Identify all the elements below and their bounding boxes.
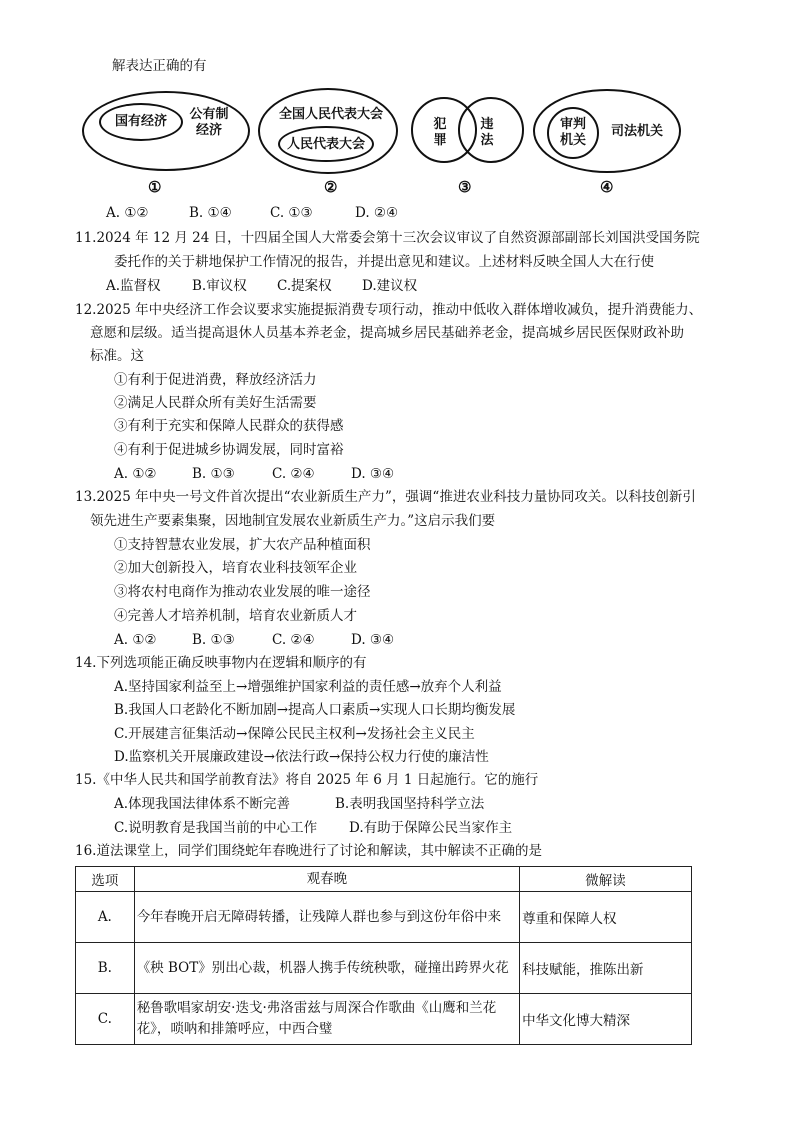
header-event: 观春晚 xyxy=(134,867,519,892)
row-option: A. xyxy=(76,892,135,943)
diagram4-number: ④ xyxy=(600,178,614,196)
q13-item-1: ①支持智慧农业发展，扩大农产品种植面积 xyxy=(114,537,371,553)
q14-option-a: A.坚持国家利益至上→增强维护国家利益的责任感→放弃个人利益 xyxy=(114,679,502,695)
q11-option-a: A.监督权 xyxy=(106,278,161,294)
q12-item-3: ③有利于充实和保障人民群众的获得感 xyxy=(114,418,344,434)
row-event: 今年春晚开启无障碍转播，让残障人群也参与到这份年俗中来 xyxy=(134,892,519,943)
header-option: 选项 xyxy=(76,867,135,892)
q12-stem-line1: 12.2025 年中央经济工作会议要求实施提振消费专项行动，推动中低收入群体增收减负，提升消费能力、 xyxy=(75,302,703,318)
q10-option-a: A. ①② xyxy=(106,205,149,221)
row-event: 秘鲁歌唱家胡安·迭戈·弗洛雷兹与周深合作歌曲《山鹰和兰花花》，唢呐和排箫呼应，中西合璧 xyxy=(134,994,519,1045)
q13-item-2: ②加大创新投入，培育农业科技领军企业 xyxy=(114,560,357,576)
q13-option-b: B. ①③ xyxy=(192,632,235,648)
q16-stem: 16.道法课堂上，同学们围绕蛇年春晚进行了讨论和解读，其中解读不正确的是 xyxy=(75,843,542,859)
row-option: C. xyxy=(76,994,135,1045)
diagram2-number: ② xyxy=(324,178,338,196)
diagram1-inner-label: 国有经济 xyxy=(114,114,167,129)
q13-item-4: ④完善人才培养机制，培育农业新质人才 xyxy=(114,608,357,624)
diagram1-outer-label: 公有制 经济 xyxy=(189,107,229,139)
q11-option-d: D.建议权 xyxy=(362,278,418,294)
q13-stem-line2: 领先进生产要素集聚，因地制宜发展农业新质生产力。”这启示我们要 xyxy=(90,513,496,529)
q11-stem-line2: 委托作的关于耕地保护工作情况的报告，并提出意见和建议。上述材料反映全国人大在行使 xyxy=(114,254,654,270)
diagram4-inner-label: 审判 机关 xyxy=(559,117,586,149)
row-reading: 中华文化博大精深 xyxy=(520,994,692,1045)
q15-option-a: A.体现我国法律体系不断完善 xyxy=(114,796,291,812)
table-row xyxy=(76,943,692,994)
diagram3-right-label: 违 法 xyxy=(480,117,494,149)
diagram3-left-label: 犯 罪 xyxy=(433,117,447,149)
q14-option-b: B.我国人口老龄化不断加剧→提高人口素质→实现人口长期均衡发展 xyxy=(114,702,516,718)
q12-item-4: ④有利于促进城乡协调发展，同时富裕 xyxy=(114,442,344,458)
q13-item-3: ③将农村电商作为推动农业发展的唯一途径 xyxy=(114,584,371,600)
q13-stem-line1: 13.2025 年中央一号文件首次提出“农业新质生产力”，强调“推进农业科技力量协同攻关。以科技创新引 xyxy=(75,489,696,505)
row-reading: 尊重和保障人权 xyxy=(520,892,692,943)
diagram4-outer-label: 司法机关 xyxy=(610,124,663,139)
q11-option-b: B.审议权 xyxy=(192,278,247,294)
row-option: B. xyxy=(76,943,135,994)
row-reading: 科技赋能，推陈出新 xyxy=(520,943,692,994)
q15-option-b: B.表明我国坚持科学立法 xyxy=(335,796,485,812)
q15-option-c: C.说明教育是我国当前的中心工作 xyxy=(114,820,318,836)
q10-option-c: C. ①③ xyxy=(270,205,313,221)
table-header-row xyxy=(76,867,692,892)
q12-option-b: B. ①③ xyxy=(192,466,235,482)
q14-option-c: C.开展建言征集活动→保障公民民主权利→发扬社会主义民主 xyxy=(114,726,475,742)
header-reading: 微解读 xyxy=(520,867,692,892)
q10-option-d: D. ②④ xyxy=(355,205,399,221)
q13-option-d: D. ③④ xyxy=(351,632,395,648)
q12-stem-line2: 意愿和层级。适当提高退休人员基本养老金，提高城乡居民基础养老金，提高城乡居民医保财政补助 xyxy=(90,325,684,341)
q13-option-a: A. ①② xyxy=(114,632,157,648)
q14-stem: 14.下列选项能正确反映事物内在逻辑和顺序的有 xyxy=(75,655,367,671)
diagram1-number: ① xyxy=(148,178,162,196)
q10-option-b: B. ①④ xyxy=(189,205,232,221)
q10-stem-tail: 解表达正确的有 xyxy=(112,58,207,74)
q12-option-a: A. ①② xyxy=(114,466,157,482)
q12-option-d: D. ③④ xyxy=(351,466,395,482)
q11-option-c: C.提案权 xyxy=(277,278,332,294)
row-event: 《秧 BOT》别出心裁，机器人携手传统秧歌，碰撞出跨界火花 xyxy=(134,943,519,994)
q12-item-2: ②满足人民群众所有美好生活需要 xyxy=(114,395,317,411)
q15-stem: 15.《中华人民共和国学前教育法》将自 2025 年 6 月 1 日起施行。它的施行 xyxy=(75,772,539,788)
q15-option-d: D.有助于保障公民当家作主 xyxy=(349,820,513,836)
q16-table xyxy=(75,866,692,1045)
diagram2-outer-label: 全国人民代表大会 xyxy=(278,107,383,122)
q11-stem-line1: 11.2024 年 12 月 24 日，十四届全国人大常委会第十三次会议审议了自然资源部副部长刘国洪受国务院 xyxy=(75,230,700,246)
q12-option-c: C. ②④ xyxy=(272,466,315,482)
q12-stem-line3: 标准。这 xyxy=(90,348,144,364)
q14-option-d: D.监察机关开展廉政建设→依法行政→保持公权力行使的廉洁性 xyxy=(114,749,489,765)
q13-option-c: C. ②④ xyxy=(272,632,315,648)
diagram3-number: ③ xyxy=(458,178,472,196)
diagram2-inner-label: 人民代表大会 xyxy=(286,137,365,152)
table-row xyxy=(76,892,692,943)
table-row xyxy=(76,994,692,1045)
q12-item-1: ①有利于促进消费，释放经济活力 xyxy=(114,372,317,388)
